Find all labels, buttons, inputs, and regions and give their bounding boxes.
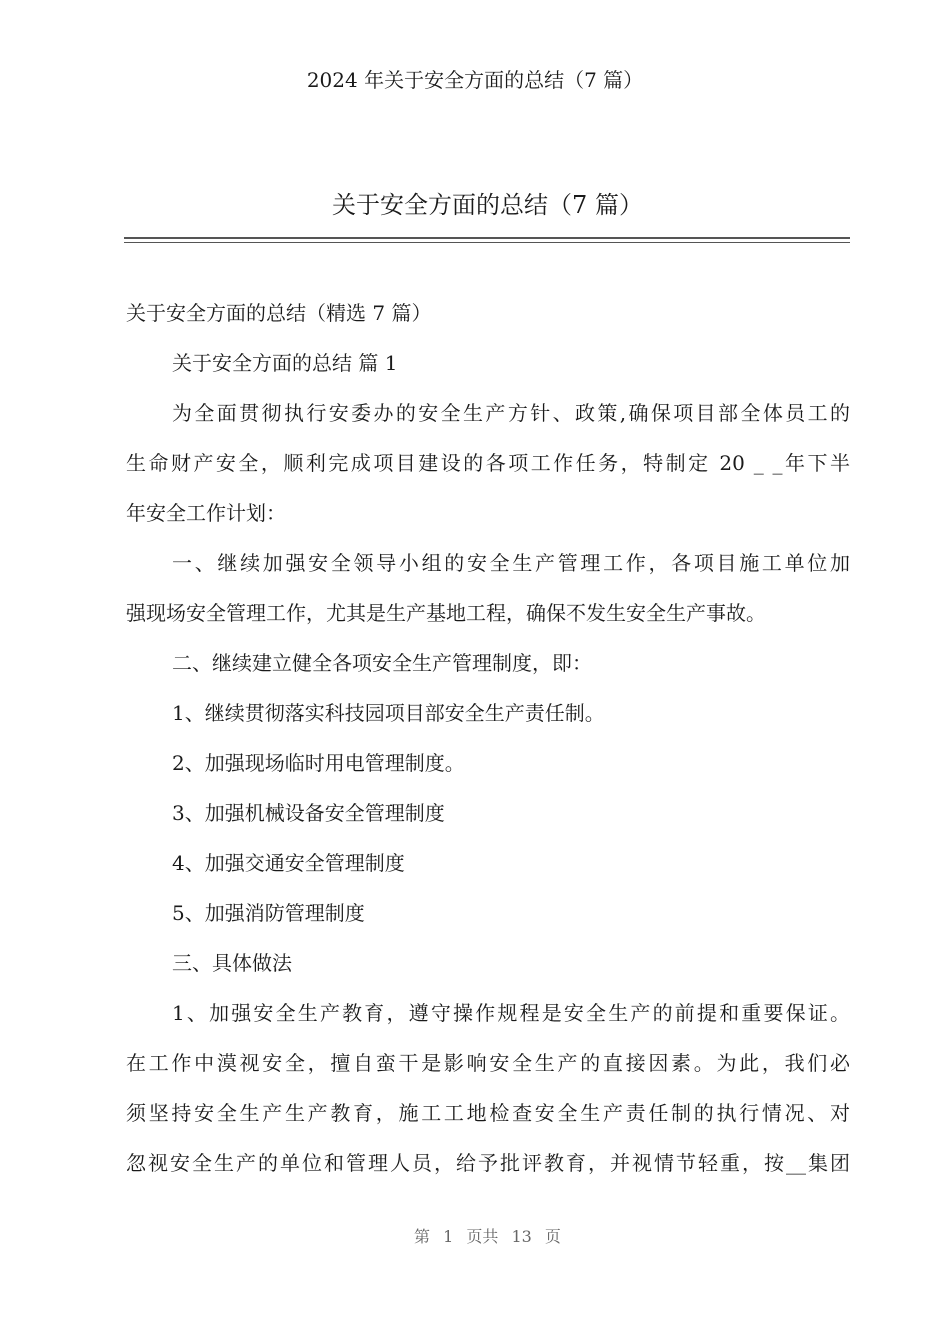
document-title: 关于安全方面的总结（7 篇） bbox=[332, 191, 643, 219]
list-item: 2、加强现场临时用电管理制度。 bbox=[172, 751, 465, 775]
list-item: 5、加强消防管理制度 bbox=[172, 901, 365, 925]
paragraph-line: 强现场安全管理工作，尤其是生产基地工程，确保不发生安全生产事故。 bbox=[126, 601, 766, 625]
paragraph-line: 二、继续建立健全各项安全生产管理制度，即： bbox=[172, 651, 592, 675]
paragraph-line: 一、继续加强安全领导小组的安全生产管理工作，各项目施工单位加 bbox=[172, 551, 850, 575]
paragraph-line: 生命财产安全，顺利完成项目建设的各项工作任务，特制定 20 _ _年下半 bbox=[126, 451, 850, 475]
paragraph-line: 忽视安全生产的单位和管理人员，给予批评教育，并视情节轻重，按__集团 bbox=[126, 1151, 850, 1175]
paragraph-line: 为全面贯彻执行安委办的安全生产方针、政策,确保项目部全体员工的 bbox=[172, 401, 850, 425]
paragraph-line: 1、加强安全生产教育，遵守操作规程是安全生产的前提和重要保证。 bbox=[172, 1001, 850, 1025]
paragraph-line: 三、具体做法 bbox=[172, 951, 292, 975]
list-item: 3、加强机械设备安全管理制度 bbox=[172, 801, 445, 825]
page-number: 第 1 页共 13 页 bbox=[414, 1227, 561, 1246]
paragraph-line: 在工作中漠视安全，擅自蛮干是影响安全生产的直接因素。为此，我们必 bbox=[126, 1051, 850, 1075]
running-header: 2024 年关于安全方面的总结（7 篇） bbox=[306, 68, 644, 92]
paragraph-line: 年安全工作计划： bbox=[126, 501, 286, 525]
list-item: 4、加强交通安全管理制度 bbox=[172, 851, 405, 875]
paragraph-line: 须坚持安全生产生产教育，施工工地检查安全生产责任制的执行情况、对 bbox=[126, 1101, 850, 1125]
section-heading: 关于安全方面的总结（精选 7 篇） bbox=[126, 301, 432, 325]
title-divider bbox=[124, 237, 850, 243]
list-item: 1、继续贯彻落实科技园项目部安全生产责任制。 bbox=[172, 701, 605, 725]
subsection-heading: 关于安全方面的总结 篇 1 bbox=[172, 351, 398, 375]
document-body bbox=[126, 297, 850, 1197]
